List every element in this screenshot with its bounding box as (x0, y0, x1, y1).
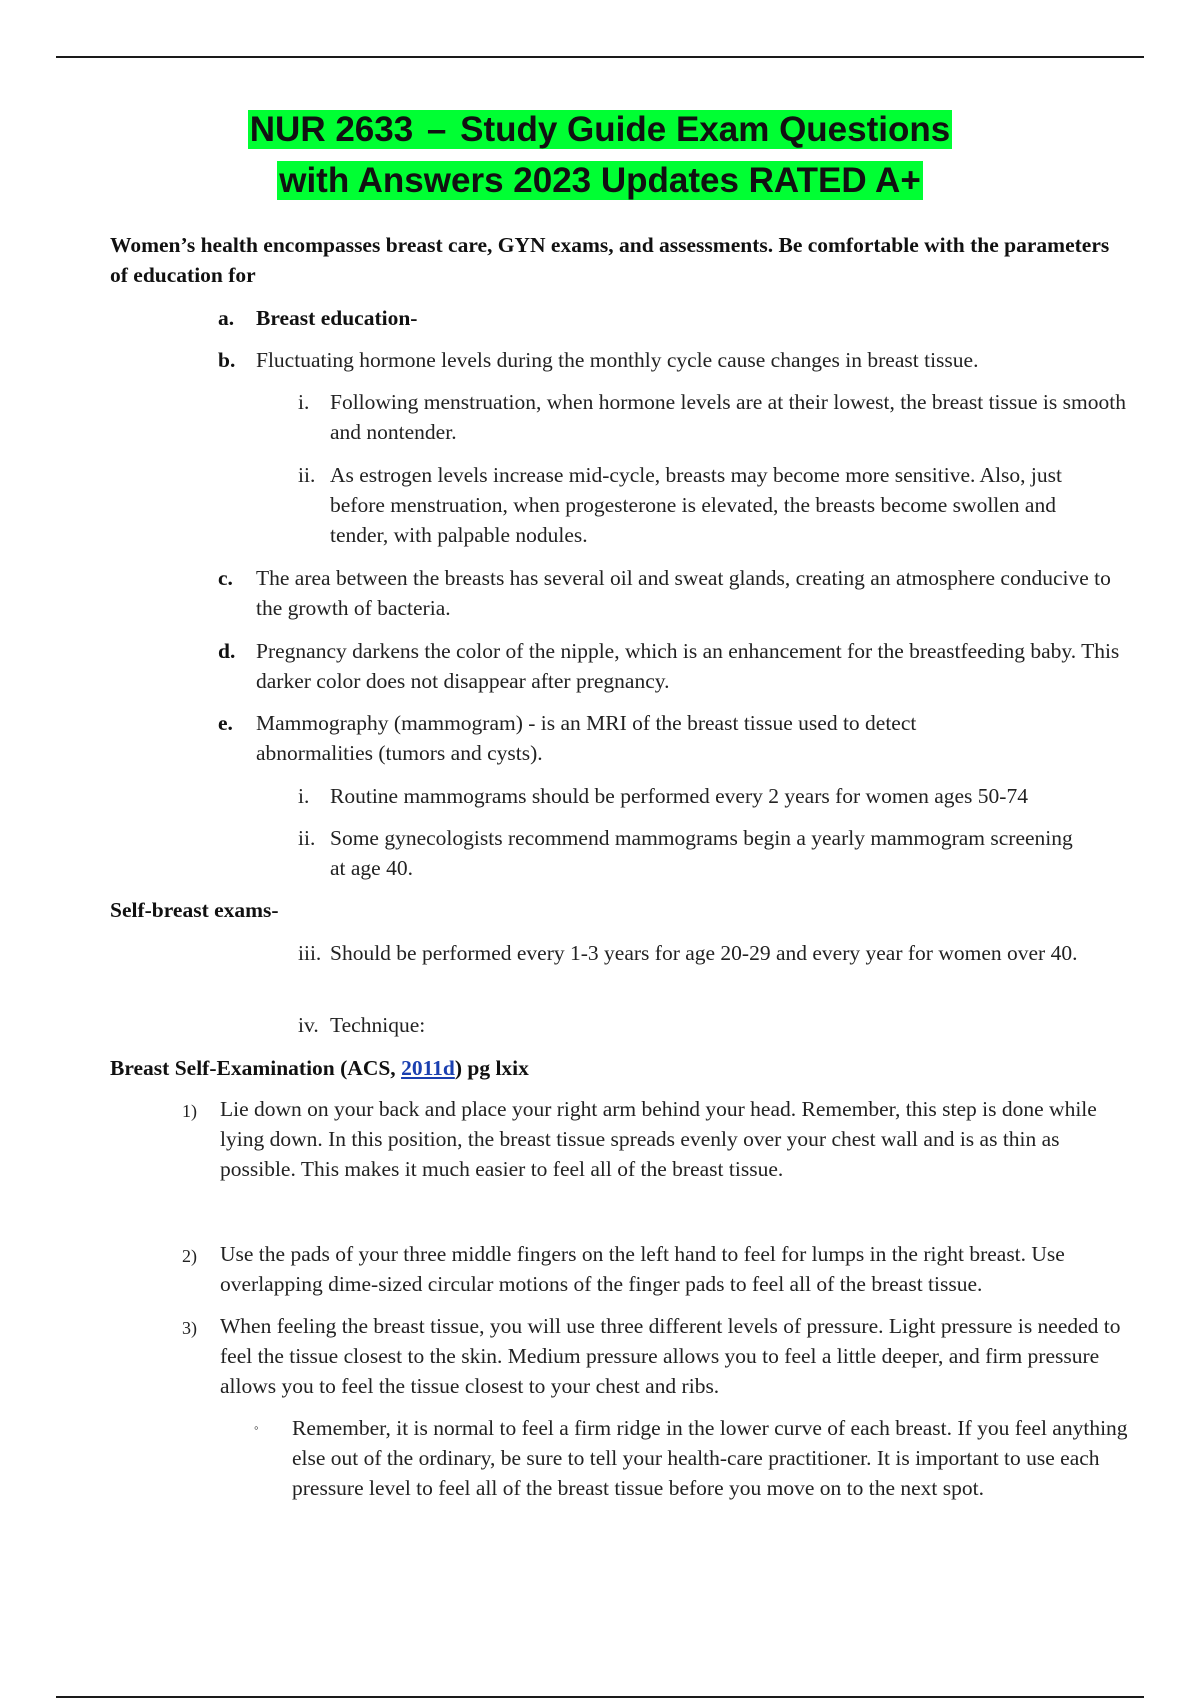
intro-paragraph: Women’s health encompasses breast care, GYN exams, and assessments. Be comfortable with the parameters of education for (110, 233, 1110, 287)
bullet-item: Remember, it is normal to feel a firm ridge in the lower curve of each breast. If you feel anything else out of the ordinary, be sure to tell your health-care practitioner. It is important to use each pressure level to feel all of the breast tissue before you move on to the next spot. (292, 1416, 1128, 1500)
sub-item-iii: Should be performed every 1-3 years for age 20-29 and every year for women over 40. (330, 941, 1078, 965)
self-exam-heading: Self-breast exams- (110, 898, 279, 922)
list-label-c: c. (218, 566, 233, 590)
title-line1-rest: Study Guide Exam Questions (460, 110, 951, 149)
list-label-d: d. (218, 639, 236, 663)
list-item-a: Breast education- (256, 306, 418, 330)
citation-link[interactable]: 2011d (401, 1056, 455, 1080)
sub-label-iv: iv. (298, 1013, 319, 1037)
bse-heading-after: ) pg lxix (454, 1056, 529, 1080)
sub-label-iii: iii. (298, 941, 322, 965)
list-item-b: Fluctuating hormone levels during the monthly cycle cause changes in breast tissue. (256, 348, 979, 372)
step-label-2: 2) (182, 1246, 197, 1266)
bse-heading (110, 1053, 910, 1083)
sub-item-b-i: Following menstruation, when hormone levels are at their lowest, the breast tissue is smooth and nontender. (330, 390, 1126, 444)
list-item-c: The area between the breasts has several oil and sweat glands, creating an atmosphere conducive to the growth of bacteria. (256, 566, 1111, 620)
list-label-b: b. (218, 348, 236, 372)
sub-item-e-ii: Some gynecologists recommend mammograms begin a yearly mammogram screening at age 40. (330, 826, 1073, 880)
list-label-a: a. (218, 306, 235, 330)
sub-item-e-i: Routine mammograms should be performed every 2 years for women ages 50-74 (330, 784, 1028, 808)
title-dash: – (417, 110, 457, 149)
document-title (0, 104, 1200, 206)
list-item-d: Pregnancy darkens the color of the nipple, which is an enhancement for the breastfeeding baby. This darker color does not disappear after pregnancy. (256, 639, 1120, 693)
top-rule (56, 56, 1144, 58)
sub-label-e-i: i. (298, 784, 310, 808)
bse-heading-before: Breast Self-Examination (ACS, (110, 1056, 402, 1080)
sub-label-e-ii: ii. (298, 826, 316, 850)
bottom-rule (56, 1696, 1144, 1698)
bullet-marker: ◦ (254, 1420, 259, 1435)
step-2: Use the pads of your three middle fingers on the left hand to feel for lumps in the right breast. Use overlapping dime-sized circular motions of the finger pads to feel all of the breast tissue. (220, 1242, 1065, 1296)
sub-label-b-ii: ii. (298, 463, 316, 487)
step-label-1: 1) (182, 1101, 197, 1121)
title-line2: with Answers 2023 Updates RATED A+ (279, 161, 921, 200)
step-3: When feeling the breast tissue, you will use three different levels of pressure. Light pressure is needed to feel the tissue closest to the skin. Medium pressure allows you to feel a little deeper, and firm pressure allows you to feel the tissue closest to your chest and ribs. (220, 1314, 1121, 1398)
list-label-e: e. (218, 711, 233, 735)
step-1: Lie down on your back and place your right arm behind your head. Remember, this step is done while lying down. In this position, the breast tissue spreads evenly over your chest wall and is as thin as possible. This makes it much easier to feel all of the breast tissue. (220, 1097, 1097, 1181)
step-label-3: 3) (182, 1318, 197, 1338)
title-course-code: NUR 2633 (249, 110, 414, 149)
sub-item-iv: Technique: (330, 1013, 426, 1037)
list-item-e: Mammography (mammogram) - is an MRI of the breast tissue used to detect abnormalities (tumors and cysts). (256, 711, 917, 765)
sub-label-b-i: i. (298, 390, 310, 414)
sub-item-b-ii: As estrogen levels increase mid-cycle, breasts may become more sensitive. Also, just before menstruation, when progesterone is elevated, the breasts become swollen and tender, with palpable nodules. (330, 463, 1062, 547)
